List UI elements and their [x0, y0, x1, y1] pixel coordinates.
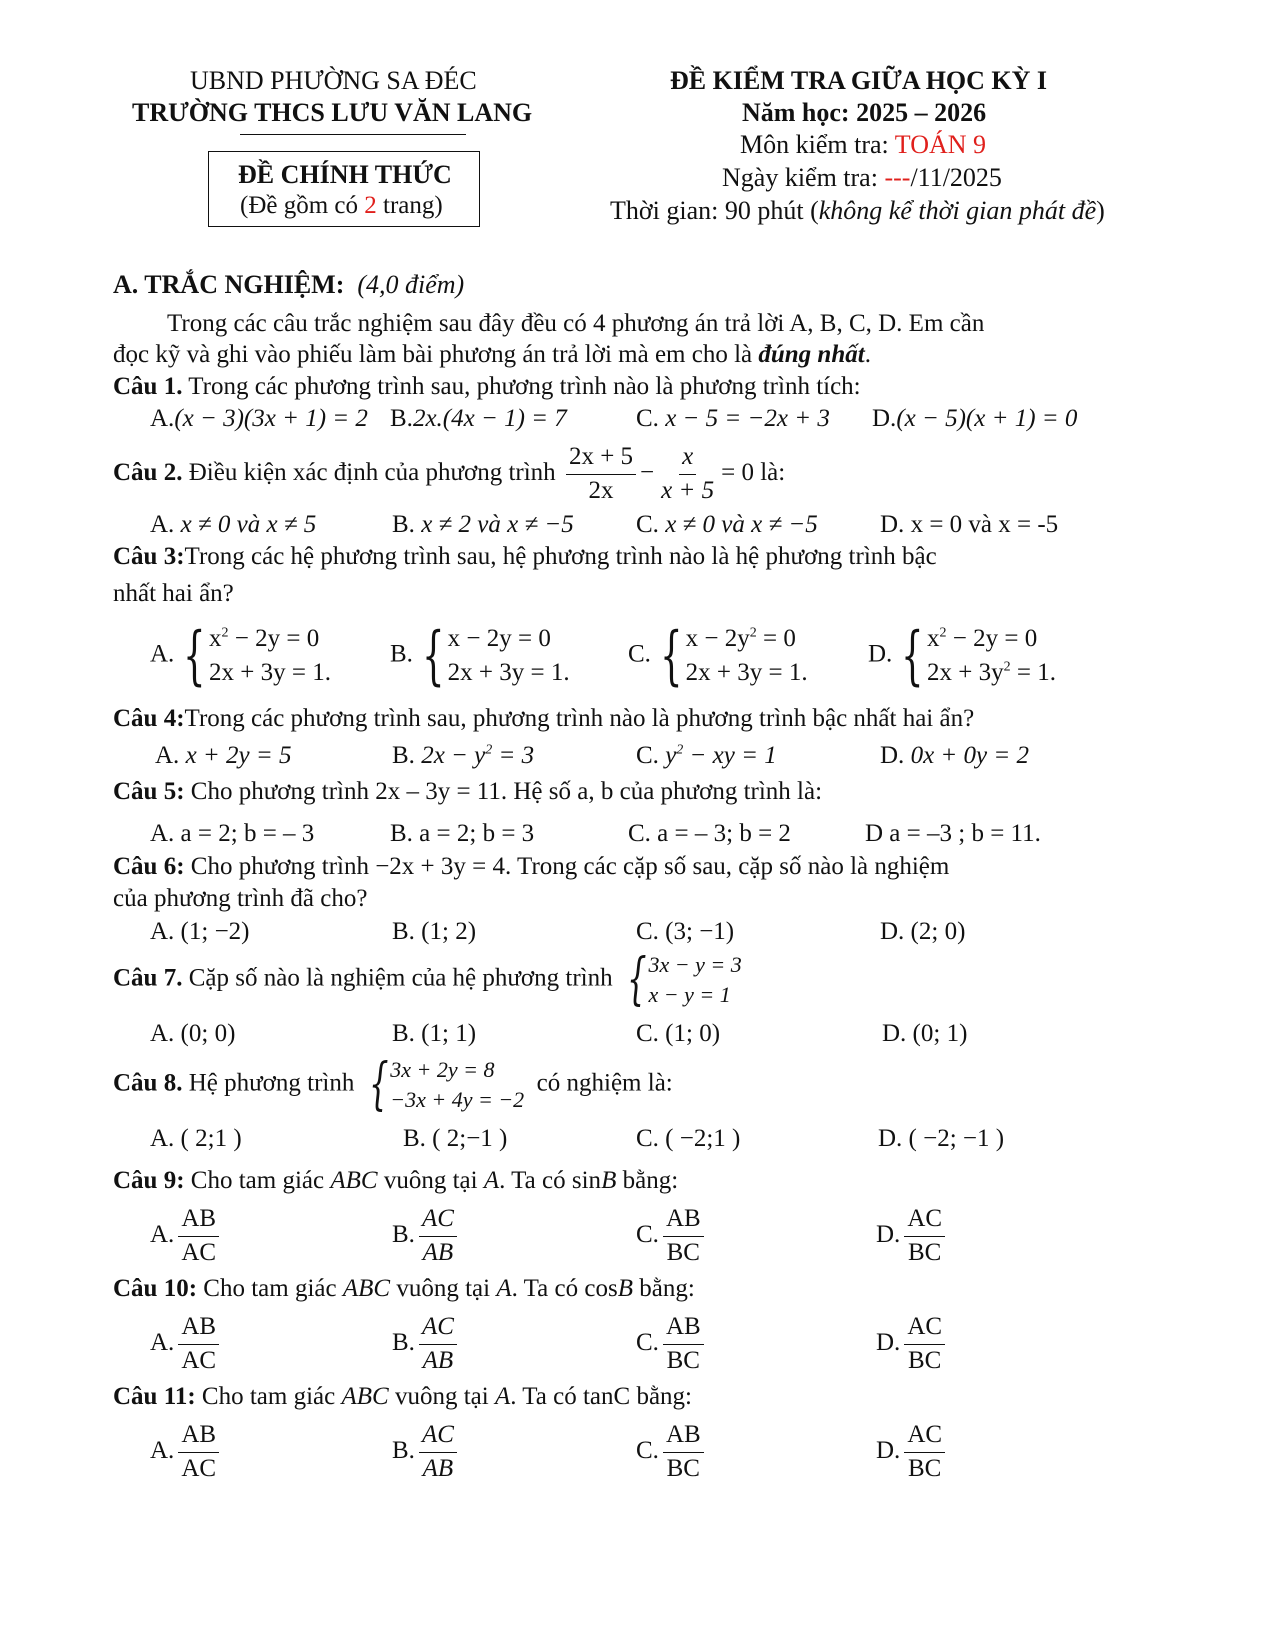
- q11-option-d[interactable]: D. $\frac{AC}{BC}$: [876, 1421, 949, 1484]
- school-year: Năm học: 2025 – 2026: [742, 98, 987, 127]
- q9-option-c[interactable]: C. $\frac{AB}{BC}$: [636, 1205, 708, 1268]
- page-count: (Đề gồm có 2 trang): [240, 192, 443, 219]
- q3-option-d[interactable]: D. { $x^2 - 2y = 0$ $2x + 3y^2 = 1$.: [868, 618, 1056, 693]
- exam-date: Ngày kiểm tra: ---/11/2025: [722, 163, 1002, 192]
- q8-option-b[interactable]: B. ( 2;−1 ): [403, 1125, 508, 1152]
- official-label: ĐỀ CHÍNH THỨC: [238, 160, 452, 189]
- q6-option-d[interactable]: D. (2; 0): [880, 918, 966, 945]
- q11-option-c[interactable]: C. $\frac{AB}{BC}$: [636, 1421, 708, 1484]
- section-title: A. TRẮC NGHIỆM: (4,0 điểm): [113, 270, 465, 299]
- q8-system: { 3x + 2y = 8 −3x + 4y = −2: [368, 1051, 525, 1117]
- question-3: Câu 3:Trong các hệ phương trình sau, hệ phương trình nào là hệ phương trình bậc: [113, 543, 937, 570]
- question-2: Câu 2. Điều kiện xác định của phương trình $\frac{2x + 5}{2x}$ − $\frac{x}{x + 5}$ = 0 là:: [113, 443, 786, 504]
- school-authority: UBND PHƯỜNG SA ĐÉC: [190, 66, 477, 95]
- q7-system: { 3x − y = 3 x − y = 1: [626, 946, 742, 1012]
- q10-option-d[interactable]: D. $\frac{AC}{BC}$: [876, 1313, 949, 1376]
- q6-option-c[interactable]: C. (3; −1): [636, 918, 735, 945]
- q2-option-d[interactable]: D. x = 0 và x = -5: [880, 511, 1059, 538]
- q4-option-d[interactable]: D. 0x + 0y = 2: [880, 742, 1029, 769]
- q7-option-c[interactable]: C. (1; 0): [636, 1020, 721, 1047]
- q6-option-b[interactable]: B. (1; 2): [392, 918, 477, 945]
- school-name: TRƯỜNG THCS LƯU VĂN LANG: [132, 98, 533, 127]
- q7-option-b[interactable]: B. (1; 1): [392, 1020, 477, 1047]
- header-underline: [240, 134, 466, 135]
- q9-option-d[interactable]: D. $\frac{AC}{BC}$: [876, 1205, 949, 1268]
- q10-option-c[interactable]: C. $\frac{AB}{BC}$: [636, 1313, 708, 1376]
- q5-option-c[interactable]: C. a = – 3; b = 2: [628, 820, 791, 847]
- q1-option-c[interactable]: C. x − 5 = −2x + 3: [636, 405, 830, 432]
- q2-fraction-2: $\frac{x}{x + 5}$: [661, 443, 715, 504]
- q2-option-c[interactable]: C. x ≠ 0 và x ≠ −5: [636, 511, 818, 538]
- question-10: Câu 10: Cho tam giác ABC vuông tại A. Ta có cosB bằng:: [113, 1275, 695, 1302]
- subject-line: Môn kiểm tra: TOÁN 9: [740, 130, 987, 159]
- exam-title: ĐỀ KIỂM TRA GIỮA HỌC KỲ I: [670, 66, 1048, 95]
- intro-line-1: Trong các câu trắc nghiệm sau đây đều có 4 phương án trả lời A, B, C, D. Em cần: [167, 310, 985, 337]
- q3-option-c[interactable]: C. { $x - 2y^2 = 0$ 2x + 3y = 1.: [628, 618, 808, 693]
- q5-option-a[interactable]: A. a = 2; b = – 3: [150, 820, 315, 847]
- q1-option-a[interactable]: A.(x − 3)(3x + 1) = 2: [150, 405, 368, 432]
- q5-option-d[interactable]: D a = –3 ; b = 11.: [865, 820, 1041, 847]
- question-5: Câu 5: Cho phương trình 2x – 3y = 11. Hệ số a, b của phương trình là:: [113, 778, 823, 805]
- q4-option-b[interactable]: B. $2x - y^2 = 3$: [392, 742, 535, 769]
- q3-option-b[interactable]: B. { x − 2y = 0 2x + 3y = 1.: [390, 618, 570, 693]
- q8-option-d[interactable]: D. ( −2; −1 ): [878, 1125, 1005, 1152]
- q5-option-b[interactable]: B. a = 2; b = 3: [390, 820, 535, 847]
- q1-option-d[interactable]: D.(x − 5)(x + 1) = 0: [872, 405, 1078, 432]
- question-3-cont: nhất hai ẩn?: [113, 580, 234, 607]
- q10-option-a[interactable]: A. $\frac{AB}{AC}$: [150, 1313, 223, 1376]
- intro-line-2: đọc kỹ và ghi vào phiếu làm bài phương án trả lời mà em cho là đúng nhất.: [113, 341, 871, 368]
- q2-fraction-1: $\frac{2x + 5}{2x}$: [566, 443, 636, 506]
- q10-option-b[interactable]: B. $\frac{AC}{AB}$: [392, 1313, 461, 1376]
- q2-option-a[interactable]: A. x ≠ 0 và x ≠ 5: [150, 511, 317, 538]
- q8-option-c[interactable]: C. ( −2;1 ): [636, 1125, 741, 1152]
- q1-option-b[interactable]: B.2x.(4x − 1) = 7: [390, 405, 567, 432]
- question-4: Câu 4:Trong các phương trình sau, phương trình nào là phương trình bậc nhất hai ẩn?: [113, 705, 975, 732]
- question-11: Câu 11: Cho tam giác ABC vuông tại A. Ta có tanC bằng:: [113, 1383, 692, 1410]
- q9-option-a[interactable]: A. $\frac{AB}{AC}$: [150, 1205, 223, 1268]
- question-6: Câu 6: Cho phương trình −2x + 3y = 4. Trong các cặp số sau, cặp số nào là nghiệm: [113, 853, 950, 880]
- q8-option-a[interactable]: A. ( 2;1 ): [150, 1125, 242, 1152]
- q11-option-b[interactable]: B. $\frac{AC}{AB}$: [392, 1421, 461, 1484]
- q6-option-a[interactable]: A. (1; −2): [150, 918, 250, 945]
- q4-option-a[interactable]: A. x + 2y = 5: [155, 742, 292, 769]
- q9-option-b[interactable]: B. $\frac{AC}{AB}$: [392, 1205, 461, 1268]
- q7-option-d[interactable]: D. (0; 1): [882, 1020, 968, 1047]
- exam-duration: Thời gian: 90 phút (không kể thời gian phát đề): [610, 196, 1105, 225]
- question-8: Câu 8. Hệ phương trình { 3x + 2y = 8 −3x + 4y = −2 có nghiệm là:: [113, 1051, 673, 1117]
- question-9: Câu 9: Cho tam giác ABC vuông tại A. Ta có sinB bằng:: [113, 1167, 679, 1194]
- q3-option-a[interactable]: A. { $x^2 - 2y = 0$ 2x + 3y = 1.: [150, 618, 331, 693]
- q2-option-b[interactable]: B. x ≠ 2 và x ≠ −5: [392, 511, 574, 538]
- q7-option-a[interactable]: A. (0; 0): [150, 1020, 236, 1047]
- question-7: Câu 7. Cặp số nào là nghiệm của hệ phương trình { 3x − y = 3 x − y = 1: [113, 946, 742, 1012]
- q11-option-a[interactable]: A. $\frac{AB}{AC}$: [150, 1421, 223, 1484]
- question-1: Câu 1. Trong các phương trình sau, phương trình nào là phương trình tích:: [113, 373, 861, 400]
- q4-option-c[interactable]: C. $y^2$ − xy = 1: [636, 742, 777, 769]
- question-6-cont: của phương trình đã cho?: [113, 885, 368, 912]
